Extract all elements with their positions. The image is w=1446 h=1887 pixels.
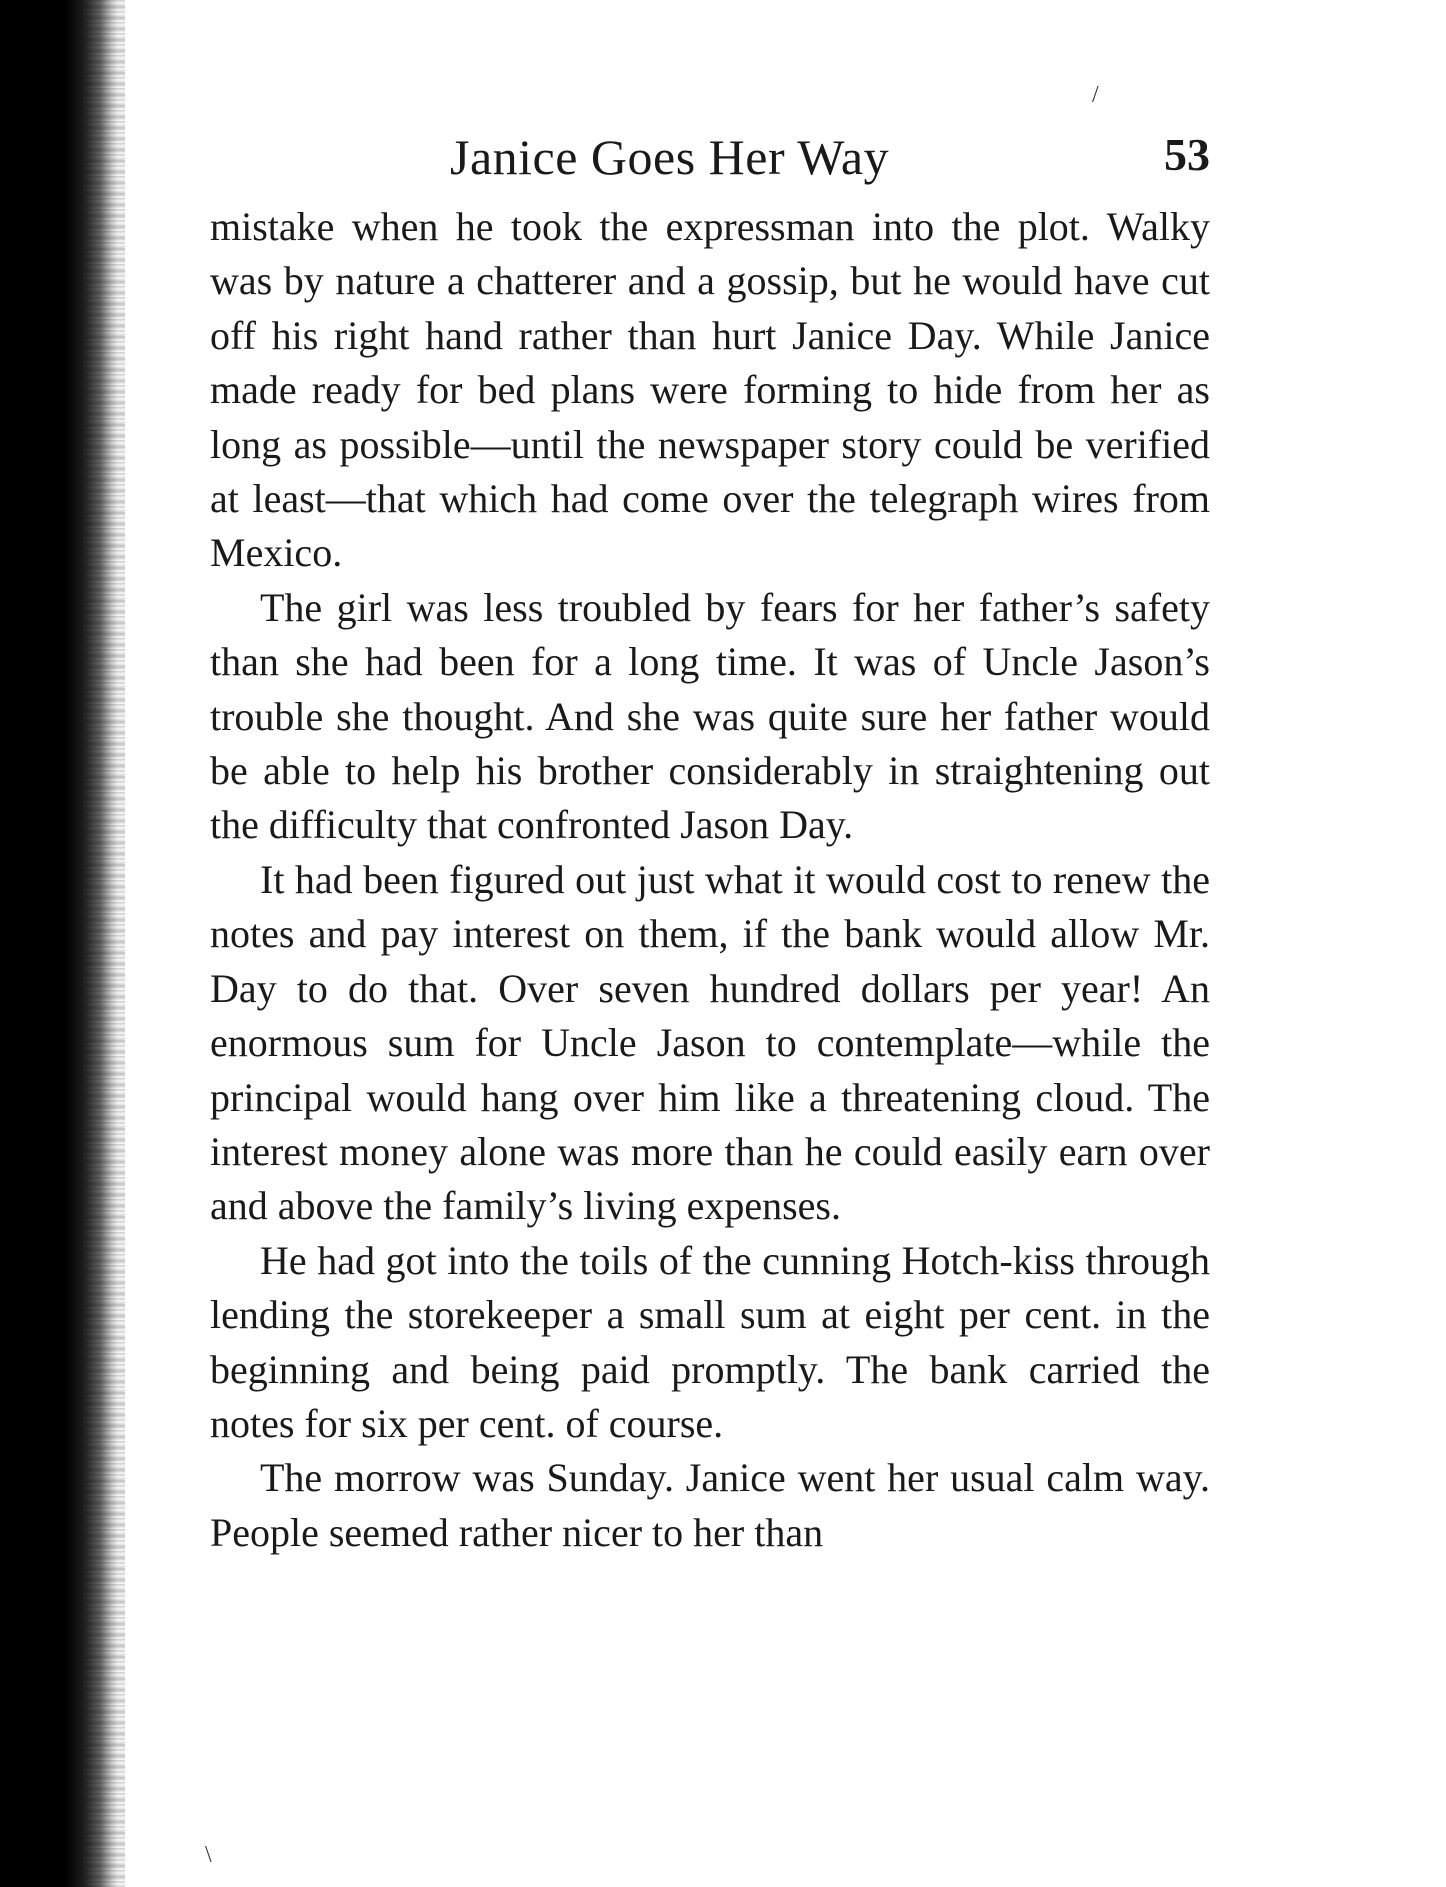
page-header — [210, 128, 1210, 198]
page-number: 53 — [1164, 129, 1210, 180]
paragraph-1: mistake when he took the expressman into the plot. Walky was by nature a chatterer and a gossip, but he would have cut off his right hand rather than hurt Janice Day. While Janice made ready for bed plans were forming to hide from her as long as possible—until the newspaper story could be verified at least—that which had come over the telegraph wires from Mexico. — [210, 204, 1210, 576]
body-text — [210, 200, 1210, 1560]
stray-mark-bottom: \ — [205, 1842, 212, 1868]
paragraph-3: It had been figured out just what it would cost to renew the notes and pay interest on them, if the bank would allow Mr. Day to do that. Over seven hundred dollars per year! An enormous sum for Uncle Jason to contemplate—while the principal would hang over him like a threatening cloud. The interest money alone was more than he could easily earn over and above the family’s living expenses. — [210, 856, 1210, 1229]
spine-edge-texture — [85, 0, 125, 1887]
paragraph-4: He had got into the toils of the cunning Hotch-kiss through lending the storekeeper a small sum at eight per cent. in the beginning and being paid promptly. The bank carried the notes for six per cent. of course. — [210, 1237, 1210, 1446]
running-title: Janice Goes Her Way — [450, 129, 890, 185]
paragraph-5: The morrow was Sunday. Janice went her usual calm way. People seemed rather nicer to her than — [210, 1455, 1210, 1555]
paragraph-2: The girl was less troubled by fears for her father’s safety than she had been for a long time. It was of Uncle Jason’s trouble she thought. And she was quite sure her father would be able to help his brother considerably in straightening out the difficulty that confronted Jason Day. — [210, 584, 1210, 848]
stray-mark-top: / — [1092, 82, 1099, 108]
